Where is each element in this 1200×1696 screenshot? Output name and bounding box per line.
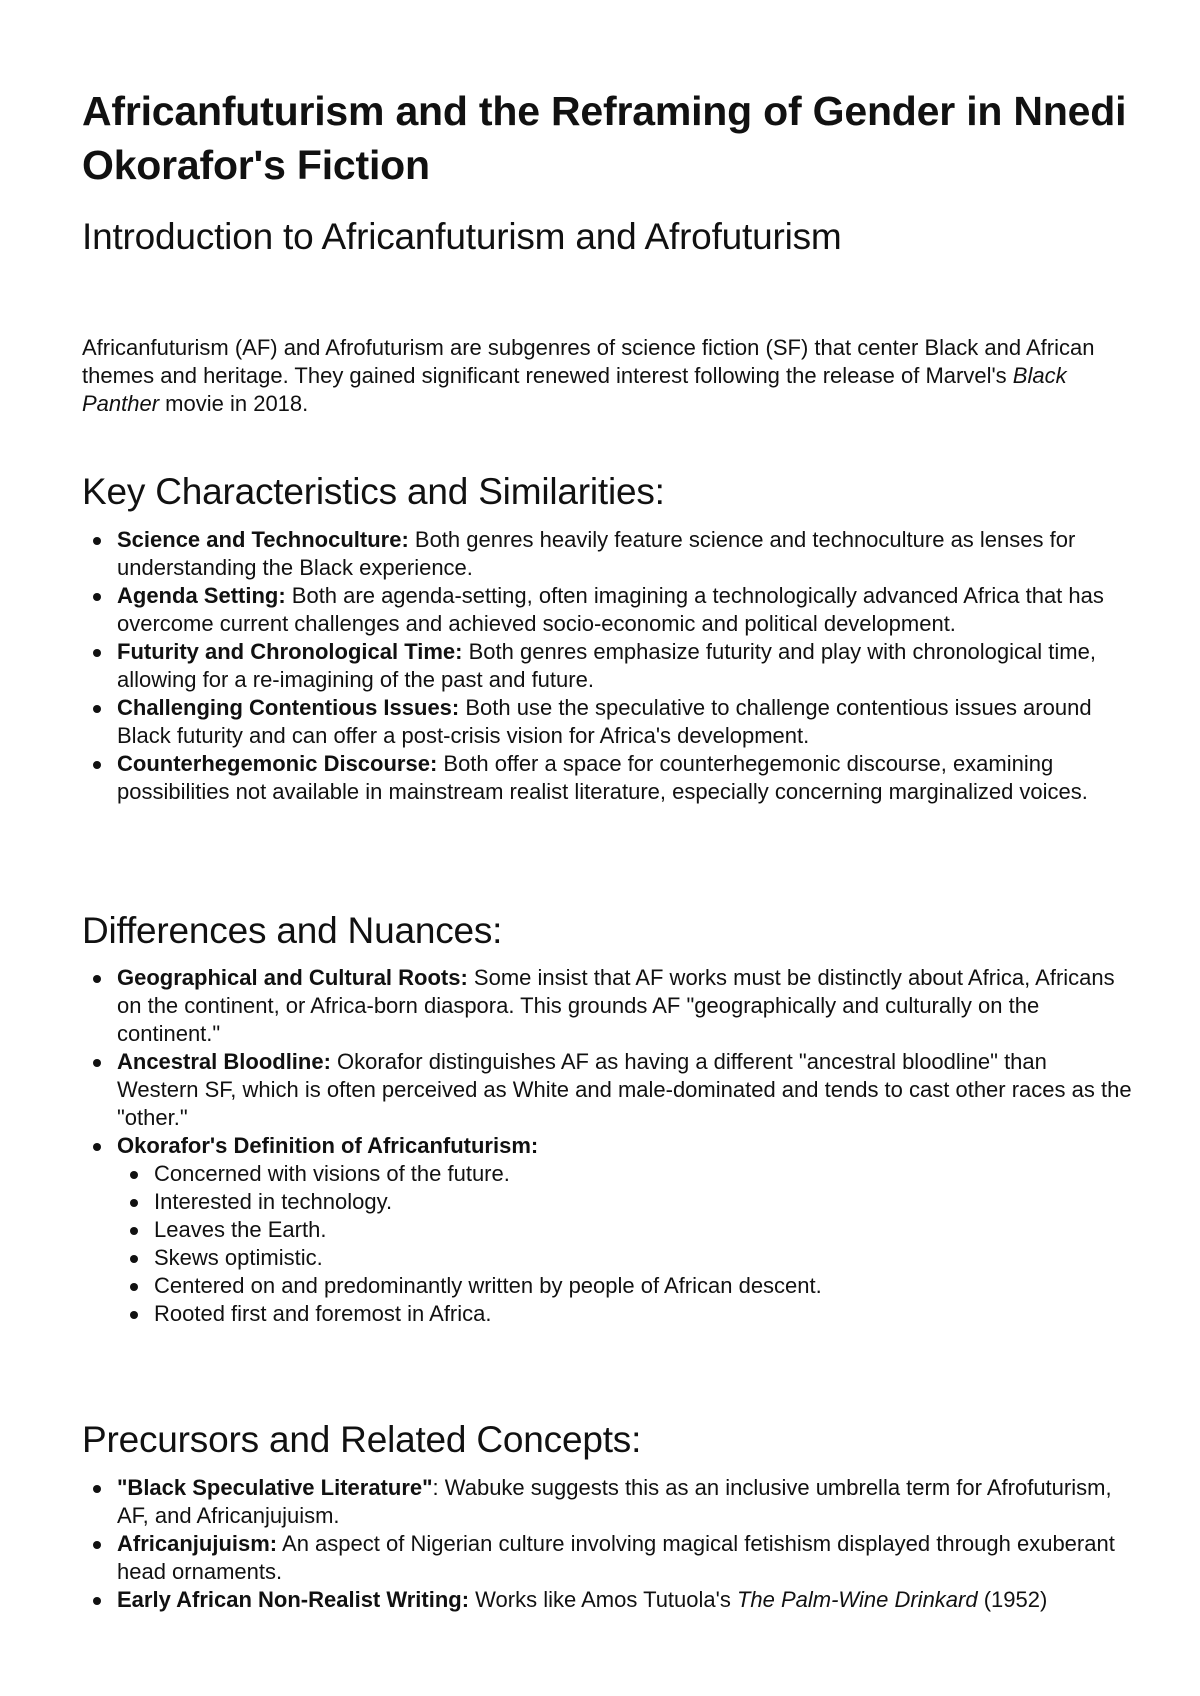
characteristics-heading: Key Characteristics and Similarities:: [82, 471, 665, 512]
list-item-text-end: (1952): [977, 1587, 1048, 1612]
list-item: [117, 750, 1132, 806]
list-item-term: Early African Non-Realist Writing:: [117, 1587, 470, 1612]
differences-list: [82, 964, 1132, 1328]
list-item: [117, 526, 1132, 582]
list-item: [117, 1474, 1132, 1530]
differences-heading: Differences and Nuances:: [82, 910, 503, 951]
list-item-text: Both use the speculative to challenge contentious issues around Black futurity and can offer a post-crisis vision for Africa's development.: [117, 695, 1092, 748]
precursors-heading: Precursors and Related Concepts:: [82, 1419, 642, 1460]
list-item-italic: The Palm-Wine Drinkard: [736, 1587, 978, 1612]
list-item-term: Geographical and Cultural Roots:: [117, 965, 468, 990]
intro-text-start: Africanfuturism (AF) and Afrofuturism are subgenres of science fiction (SF) that center Black and African themes and heritage. They gained significant renewed interest following the release of Marvel's: [82, 335, 1095, 388]
sublist-item: Interested in technology.: [154, 1188, 1132, 1216]
list-item-term: Agenda Setting:: [117, 583, 286, 608]
sublist-item: Skews optimistic.: [154, 1244, 1132, 1272]
list-item-term: Ancestral Bloodline:: [117, 1049, 331, 1074]
list-item-text: Some insist that AF works must be distinctly about Africa, Africans on the continent, or Africa-born diaspora. This grounds AF "geographically and culturally on the continent.": [117, 965, 1115, 1046]
sublist-item: Rooted first and foremost in Africa.: [154, 1300, 1132, 1328]
list-item: [117, 694, 1132, 750]
list-item-text: Both offer a space for counterhegemonic discourse, examining possibilities not available in mainstream realist literature, especially concerning marginalized voices.: [117, 751, 1088, 804]
list-item-term: "Black Speculative Literature": [117, 1475, 433, 1500]
list-item: [117, 582, 1132, 638]
list-item-text: Okorafor distinguishes AF as having a different "ancestral bloodline" than Western SF, which is often perceived as White and male-dominated and tends to cast other races as the "other.": [117, 1049, 1132, 1130]
list-item-text: Both genres emphasize futurity and play with chronological time, allowing for a re-imagining of the past and future.: [117, 639, 1096, 692]
list-item: [117, 1048, 1132, 1132]
document-title: Africanfuturism and the Reframing of Gender in Nnedi Okorafor's Fiction: [82, 88, 1127, 188]
list-item-text: An aspect of Nigerian culture involving magical fetishism displayed through exuberant head ornaments.: [117, 1531, 1115, 1584]
definition-term: Okorafor's Definition of Africanfuturism:: [117, 1133, 539, 1158]
intro-heading: Introduction to Africanfuturism and Afrofuturism: [82, 216, 842, 257]
list-item-term: Challenging Contentious Issues:: [117, 695, 460, 720]
list-item-text: Both genres heavily feature science and technoculture as lenses for understanding the Black experience.: [117, 527, 1076, 580]
list-item-term: Futurity and Chronological Time:: [117, 639, 463, 664]
list-item-text: Both are agenda-setting, often imagining a technologically advanced Africa that has overcome current challenges and achieved socio-economic and political development.: [117, 583, 1104, 636]
list-item: [117, 964, 1132, 1048]
intro-text-end: movie in 2018.: [159, 391, 309, 416]
list-item-term: Africanjujuism:: [117, 1531, 278, 1556]
definition-sublist: [117, 1160, 1132, 1328]
characteristics-list: [82, 526, 1132, 806]
list-item-term: Science and Technoculture:: [117, 527, 409, 552]
list-item: [117, 1530, 1132, 1586]
list-item: [117, 638, 1132, 694]
precursors-list: [82, 1474, 1132, 1614]
list-item: [117, 1586, 1132, 1614]
intro-paragraph: [82, 334, 1132, 418]
sublist-item: Centered on and predominantly written by people of African descent.: [154, 1272, 1132, 1300]
list-item-text: : Wabuke suggests this as an inclusive umbrella term for Afrofuturism, AF, and Africanjujuism.: [117, 1475, 1112, 1528]
sublist-item: Leaves the Earth.: [154, 1216, 1132, 1244]
list-item-text: Works like Amos Tutuola's: [469, 1587, 737, 1612]
list-item-term: Counterhegemonic Discourse:: [117, 751, 438, 776]
intro-text-italic: Black Panther: [82, 363, 1067, 416]
list-item: [117, 1132, 1132, 1328]
sublist-item: Concerned with visions of the future.: [154, 1160, 1132, 1188]
